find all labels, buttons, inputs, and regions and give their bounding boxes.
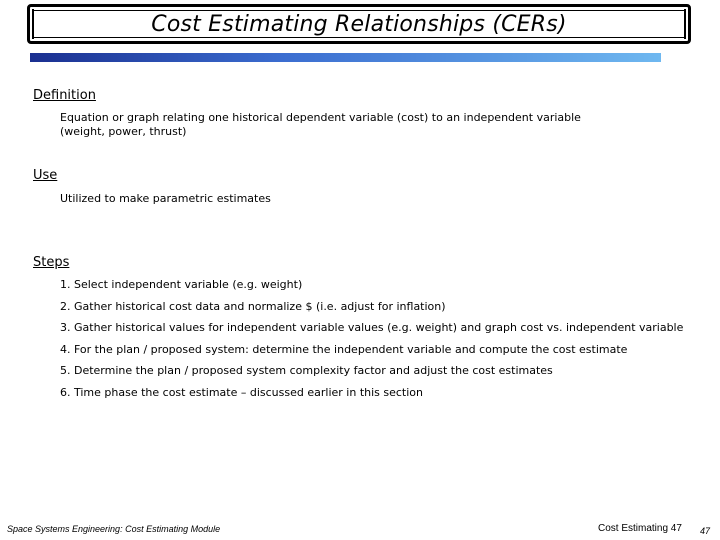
step-item: 5. Determine the plan / proposed system complexity factor and adjust the cost estimates (60, 364, 553, 377)
footer-section-page: Cost Estimating 47 (598, 523, 682, 534)
footer-module-name: Space Systems Engineering: Cost Estimating Module (7, 524, 221, 534)
step-item: 3. Gather historical values for independent variable values (e.g. weight) and graph cost vs. independent variable (60, 321, 684, 334)
footer-page-number: 47 (700, 526, 711, 536)
title-frame-right-edge (684, 9, 686, 39)
definition-heading: Definition (33, 88, 96, 103)
use-heading: Use (33, 168, 58, 183)
step-item: 1. Select independent variable (e.g. weight) (60, 278, 303, 291)
steps-heading: Steps (33, 255, 70, 270)
step-item: 6. Time phase the cost estimate – discussed earlier in this section (60, 386, 423, 399)
step-item: 2. Gather historical cost data and normalize $ (i.e. adjust for inflation) (60, 300, 446, 313)
definition-line-2: (weight, power, thrust) (60, 125, 187, 138)
title-frame (27, 4, 691, 44)
title-frame-left-edge (32, 9, 34, 39)
use-text: Utilized to make parametric estimates (60, 192, 271, 205)
step-item: 4. For the plan / proposed system: determine the independent variable and compute the cost estimate (60, 343, 628, 356)
slide-title: Cost Estimating Relationships (CERs) (151, 11, 567, 37)
definition-line-1: Equation or graph relating one historical dependent variable (cost) to an independent variable (60, 111, 581, 124)
title-underline-bar (30, 53, 661, 62)
